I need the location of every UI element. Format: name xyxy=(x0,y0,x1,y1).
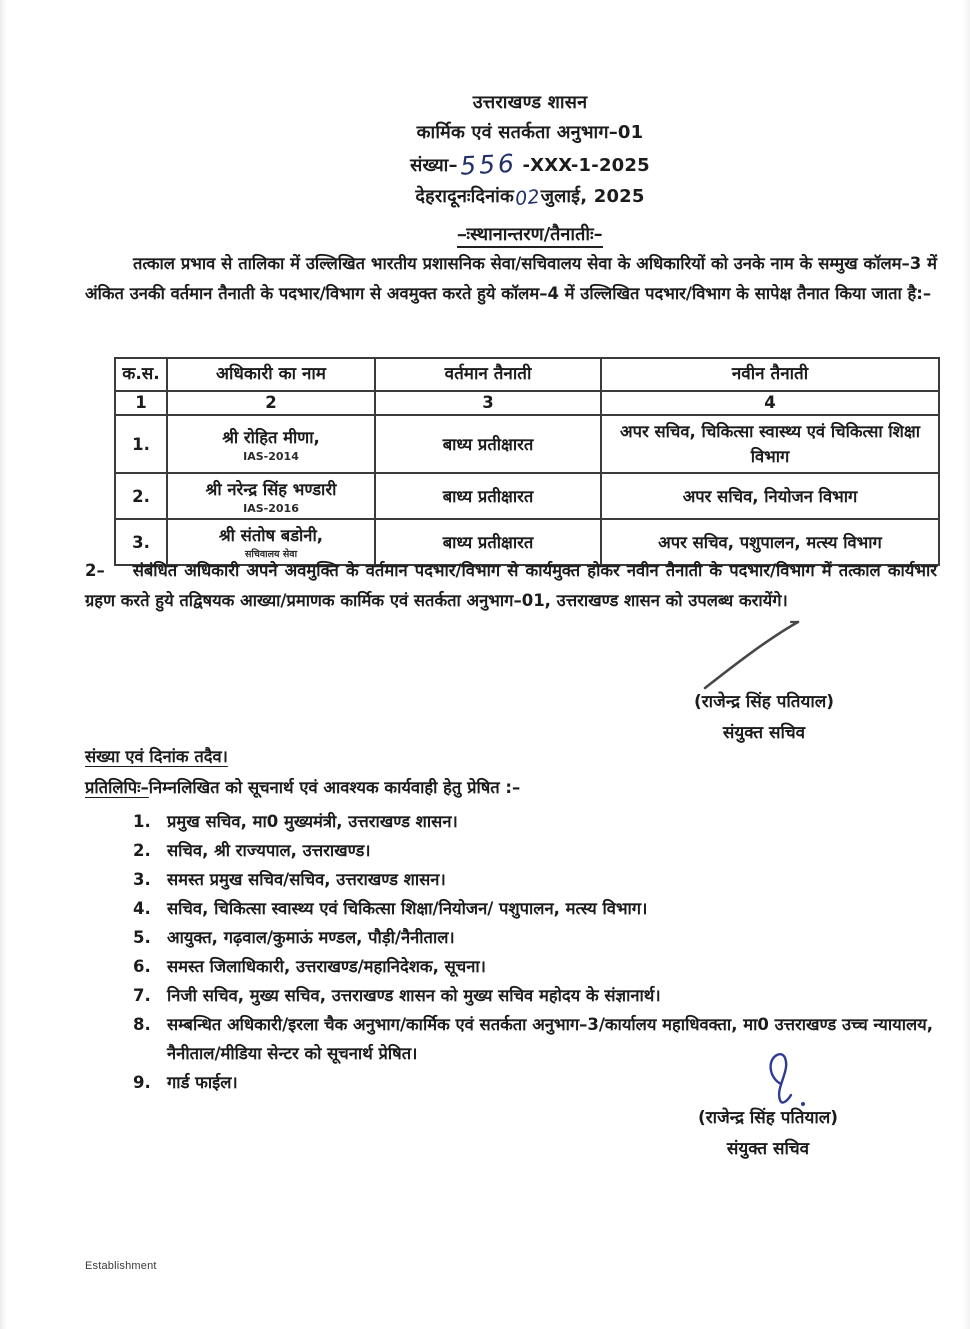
header-sno: क.स. xyxy=(115,358,167,391)
table-row xyxy=(115,415,939,473)
item-text: निजी सचिव, मुख्य सचिव, उत्तराखण्ड शासन को मुख्य सचिव महोदय के संज्ञानार्थ। xyxy=(167,986,661,1005)
col-number: 1 xyxy=(115,391,167,415)
officer-name: श्री नरेन्द्र सिंह भण्डारी xyxy=(205,480,337,499)
list-item xyxy=(133,981,945,1010)
officer-name-cell xyxy=(167,415,375,473)
letter-number-line xyxy=(95,148,965,181)
item-number: 1. xyxy=(133,812,151,831)
header-officer-name: अधिकारी का नाम xyxy=(167,358,375,391)
col-number: 4 xyxy=(601,391,939,415)
header-new-posting: नवीन तैनाती xyxy=(601,358,939,391)
handwritten-date: 02 xyxy=(514,185,541,211)
col-number: 3 xyxy=(375,391,601,415)
date-suffix: जुलाई, 2025 xyxy=(540,186,645,207)
row-sno: 2. xyxy=(115,473,167,519)
same-number-date-line: संख्या एवं दिनांक तदैव। xyxy=(85,747,228,766)
place-date-prefix: देहरादूनःदिनांक xyxy=(415,186,514,207)
list-item xyxy=(133,865,945,894)
new-posting-cell: अपर सचिव, पशुपालन, मत्स्य विभाग xyxy=(601,519,939,565)
letterhead xyxy=(95,88,965,212)
officer-cadre: सचिवालय सेवा xyxy=(244,549,298,560)
officer-name: श्री रोहित मीणा, xyxy=(222,428,320,447)
subject-text: –ःस्थानान्तरण/तैनातीः– xyxy=(457,224,602,248)
item-text: गार्ड फाईल। xyxy=(167,1073,238,1092)
item-text: प्रमुख सचिव, मा0 मुख्यमंत्री, उत्तराखण्ड शासन। xyxy=(167,812,458,831)
list-item xyxy=(133,894,945,923)
department-name: कार्मिक एवं सतर्कता अनुभाग–01 xyxy=(416,122,644,143)
item-number: 4. xyxy=(133,899,151,918)
signatory-block-2 xyxy=(618,1103,918,1165)
transfer-table xyxy=(114,357,940,566)
table-header-row xyxy=(115,358,939,391)
copy-label: प्रतिलिपिः– xyxy=(85,778,149,797)
letter-number-suffix: -XXX-1-2025 xyxy=(522,155,650,176)
place-date-line xyxy=(95,181,965,212)
new-posting-cell: अपर सचिव, नियोजन विभाग xyxy=(601,473,939,519)
signatory-name: (राजेन्द्र सिंह पतियाल) xyxy=(693,692,835,712)
row-sno: 3. xyxy=(115,519,167,565)
item-number: 5. xyxy=(133,928,151,947)
item-number: 6. xyxy=(133,957,151,976)
officer-cadre: IAS-2014 xyxy=(243,450,299,463)
government-name: उत्तराखण्ड शासन xyxy=(472,92,588,113)
table-column-number-row xyxy=(115,391,939,415)
paragraph-2 xyxy=(85,556,937,616)
item-text: समस्त प्रमुख सचिव/सचिव, उत्तराखण्ड शासन। xyxy=(167,870,446,889)
col-number: 2 xyxy=(167,391,375,415)
officer-name: श्री संतोष बडोनी, xyxy=(218,526,324,545)
table-row xyxy=(115,473,939,519)
item-number: 2. xyxy=(133,841,151,860)
copy-intro: निम्नलिखित को सूचनार्थ एवं आवश्यक कार्यवाही हेतु प्रेषित :– xyxy=(148,778,521,797)
item-number: 3. xyxy=(133,870,151,889)
handwritten-letter-number: 556 xyxy=(459,148,518,181)
header-current-posting: वर्तमान तैनाती xyxy=(375,358,601,391)
paragraph-2-number: 2– xyxy=(85,561,105,580)
current-posting-cell: बाध्य प्रतीक्षारत xyxy=(375,519,601,565)
signatory-block-1 xyxy=(614,687,914,749)
list-item xyxy=(133,836,945,865)
item-number: 9. xyxy=(133,1073,151,1092)
item-text: सम्बन्धित अधिकारी/इरला चैक अनुभाग/कार्मिक एवं सतर्कता अनुभाग–3/कार्यालय महाधिवक्ता, मा0 उत्तराखण्ड उच्च न्यायालय, नैनीताल/मीडिया सेन्टर को सूचनार्थ प्रेषित। xyxy=(167,1015,934,1063)
copy-to-line xyxy=(85,775,520,798)
signature-stroke-icon xyxy=(698,612,813,694)
row-sno: 1. xyxy=(115,415,167,473)
paragraph-2-text: संबंधित अधिकारी अपने अवमुक्ति के वर्तमान पदभार/विभाग से कार्यमुक्त होकर नवीन तैनाती के पदभार/विभाग में तत्काल कार्यभार ग्रहण करते हुये तद्विषयक आख्या/प्रमाणक कार्मिक एवं सतर्कता अनुभाग–01, उत्तराखण्ड शासन को उपलब्ध करायेंगे। xyxy=(85,561,937,610)
signatory-designation: संयुक्त सचिव xyxy=(726,1139,810,1159)
item-text: सचिव, श्री राज्यपाल, उत्तराखण्ड। xyxy=(167,841,371,860)
item-text: समस्त जिलाधिकारी, उत्तराखण्ड/महानिदेशक, सूचना। xyxy=(167,957,486,976)
list-item xyxy=(133,952,945,981)
officer-cadre: IAS-2016 xyxy=(243,502,299,515)
officer-name-cell xyxy=(167,473,375,519)
signatory-name: (राजेन्द्र सिंह पतियाल) xyxy=(697,1108,839,1128)
letter-number-prefix: संख्या– xyxy=(410,155,458,176)
item-text: आयुक्त, गढ़वाल/कुमाऊं मण्डल, पौड़ी/नैनीताल। xyxy=(167,928,455,947)
item-text: सचिव, चिकित्सा स्वास्थ्य एवं चिकित्सा शिक्षा/नियोजन/ पशुपालन, मत्स्य विभाग। xyxy=(167,899,648,918)
paragraph-1: तत्काल प्रभाव से तालिका में उल्लिखित भारतीय प्रशासनिक सेवा/सचिवालय सेवा के अधिकारियों को उनके नाम के सम्मुख कॉलम–3 में अंकित उनकी वर्तमान तैनाती के पदभार/विभाग से अवमुक्त करते हुये कॉलम–4 में उल्लिखित पदभार/विभाग के सापेक्ष तैनात किया जाता है:– xyxy=(85,254,937,303)
item-number: 8. xyxy=(133,1015,151,1034)
list-item xyxy=(133,807,945,836)
signatory-designation: संयुक्त सचिव xyxy=(722,723,806,743)
list-item xyxy=(133,923,945,952)
current-posting-cell: बाध्य प्रतीक्षारत xyxy=(375,415,601,473)
new-posting-cell: अपर सचिव, चिकित्सा स्वास्थ्य एवं चिकित्सा शिक्षा विभाग xyxy=(601,415,939,473)
footer-label: Establishment xyxy=(85,1260,157,1272)
subject-heading xyxy=(95,222,965,246)
current-posting-cell: बाध्य प्रतीक्षारत xyxy=(375,473,601,519)
item-number: 7. xyxy=(133,986,151,1005)
